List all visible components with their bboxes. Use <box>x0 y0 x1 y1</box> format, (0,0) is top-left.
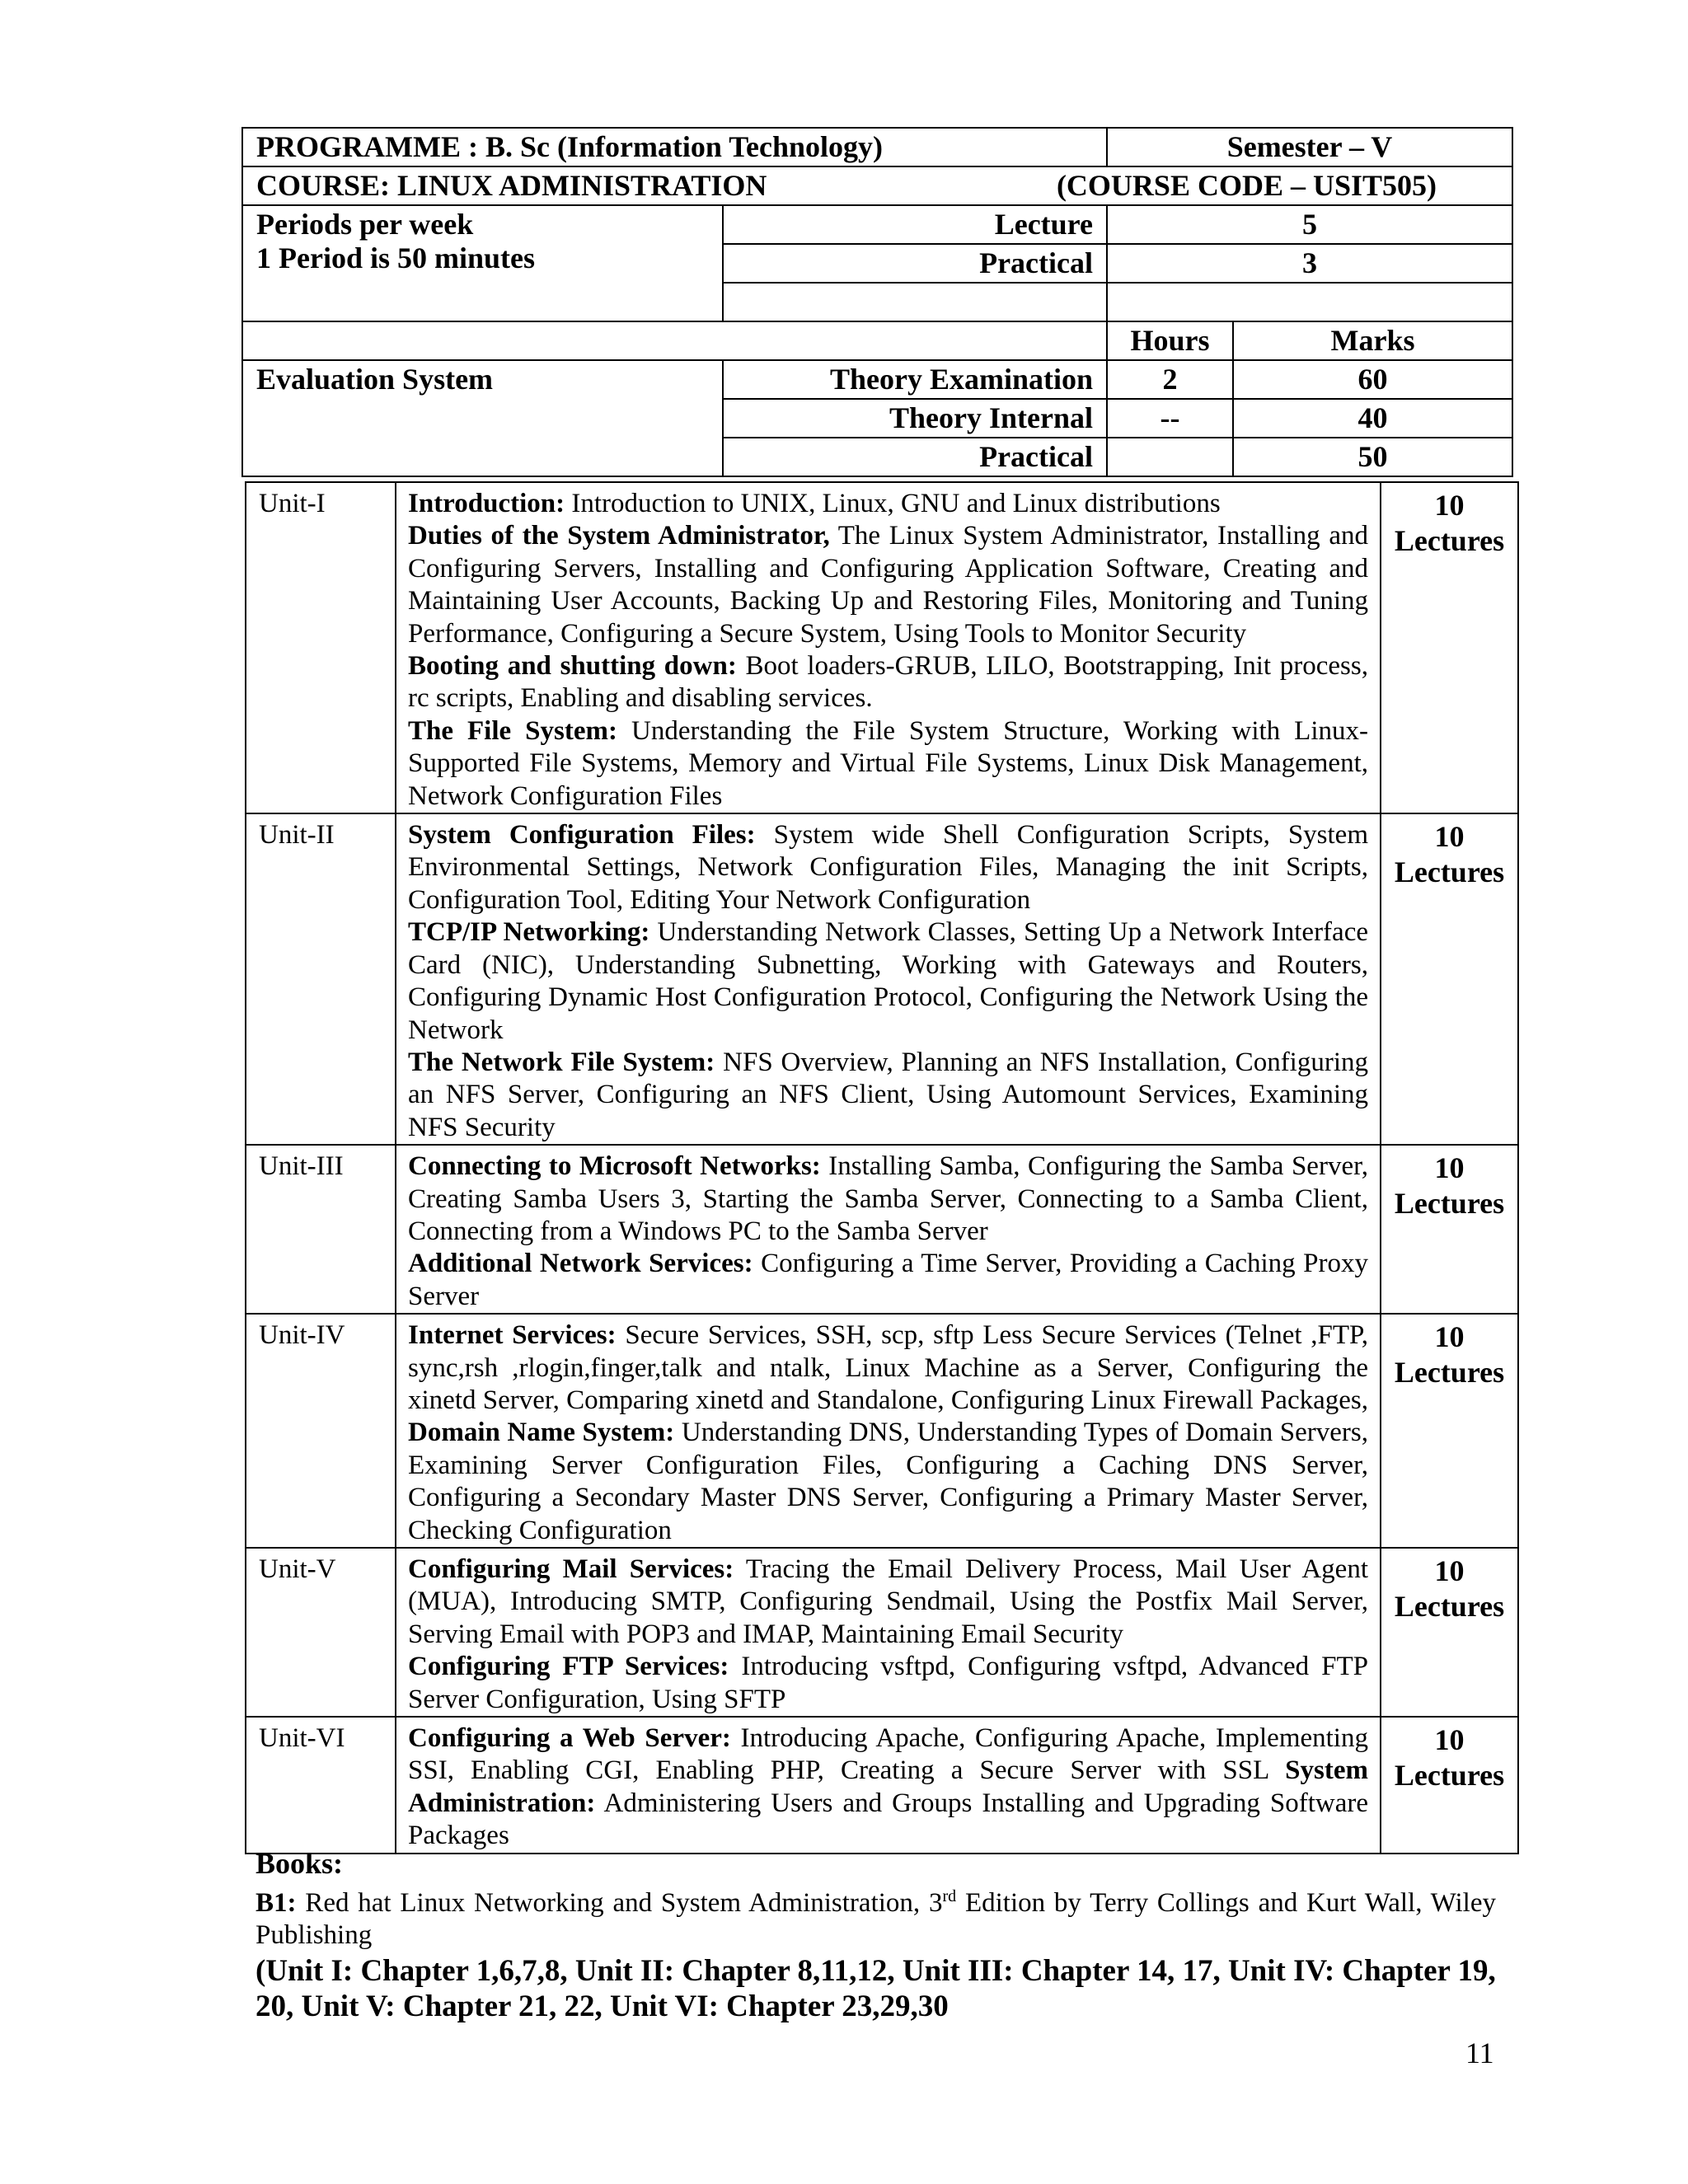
lecture-number: 10 <box>1434 1320 1465 1354</box>
eval-hours <box>1107 438 1233 476</box>
topic-heading: Configuring Mail Services: <box>408 1554 734 1584</box>
unit-content <box>396 1717 1381 1854</box>
topic-heading: Connecting to Microsoft Networks: <box>408 1151 821 1182</box>
unit-label: Unit-V <box>246 1548 396 1717</box>
unit-label: Unit-III <box>246 1145 396 1314</box>
topic-heading: Duties of the System Administrator, <box>408 521 830 551</box>
lecture-count <box>1381 1314 1518 1548</box>
topic-text: Introduction to UNIX, Linux, GNU and Linux distributions <box>565 489 1221 518</box>
topic-paragraph <box>408 1151 1368 1248</box>
unit-row <box>246 1717 1518 1854</box>
topic-heading: The Network File System: <box>408 1047 715 1077</box>
course-code: (COURSE CODE – USIT505) <box>1056 169 1437 202</box>
lecture-word: Lectures <box>1394 1590 1505 1623</box>
topic-paragraph <box>408 1047 1368 1144</box>
topic-text: Boot loaders-GRUB, LILO, Bootstrapping, Init process, rc scripts, Enabling and disabling services. <box>408 651 1368 714</box>
topic-text: Configuring a Time Server, Providing a Caching Proxy Server <box>408 1249 1368 1311</box>
lecture-word: Lectures <box>1394 855 1505 889</box>
topic-text: Tracing the Email Delivery Process, Mail User Agent (MUA), Introducing SMTP, Configuring Sendmail, Using the Postfix Mail Server, Serving Email with POP3 and IMAP, Maintaining Email Security <box>408 1554 1369 1649</box>
topic-heading: Domain Name System: <box>408 1418 675 1448</box>
course-header-table <box>241 127 1513 477</box>
topic-heading: System Configuration Files: <box>408 820 756 851</box>
topic-paragraph <box>408 1554 1368 1651</box>
units-table <box>245 481 1519 1854</box>
topic-paragraph <box>408 916 1368 1047</box>
topic-heading: Internet Services: <box>408 1320 617 1351</box>
lecture-label: Lecture <box>723 205 1107 244</box>
topic-text: Understanding Network Classes, Setting Up a Network Interface Card (NIC), Understanding Subnetting, Working with Gateways and Routers, Configuring Dynamic Host Configuration Protocol, Configuring the Network Using the Network <box>408 917 1368 1045</box>
evaluation-label: Evaluation System <box>242 360 723 476</box>
unit-content <box>396 1314 1381 1548</box>
practical-value: 3 <box>1107 244 1512 283</box>
eval-hours: 2 <box>1107 360 1233 399</box>
practical-label: Practical <box>723 244 1107 283</box>
eval-label: Practical <box>723 438 1107 476</box>
topic-text: NFS Overview, Planning an NFS Installation, Configuring an NFS Server, Configuring an NFS Client, Using Automount Services, Examining NFS Security <box>408 1047 1369 1142</box>
lecture-number: 10 <box>1434 1723 1465 1757</box>
topic-text: System wide Shell Configuration Scripts, System Environmental Settings, Network Configuration Files, Managing the init Scripts, Configuration Tool, Editing Your Network Configuration <box>408 820 1368 915</box>
lecture-count <box>1381 813 1518 1145</box>
eval-hours: -- <box>1107 399 1233 438</box>
semester-label: Semester – V <box>1107 128 1512 166</box>
chapter-mapping: (Unit I: Chapter 1,6,7,8, Unit II: Chapter 8,11,12, Unit III: Chapter 14, 17, Unit IV: Chapter 19, 20, Unit V: Chapter 21, 22, Unit VI: Chapter 23,29,30 <box>256 1954 1496 2023</box>
topic-paragraph <box>408 1319 1368 1547</box>
topic-paragraph <box>408 520 1368 650</box>
unit-label: Unit-IV <box>246 1314 396 1548</box>
programme-row <box>242 128 1512 166</box>
unit-content <box>396 482 1381 813</box>
topic-paragraph <box>408 488 1368 520</box>
unit-label: Unit-II <box>246 813 396 1145</box>
topic-text: Secure Services, SSH, scp, sftp Less Secure Services (Telnet ,FTP, sync,rsh ,rlogin,finger,talk and ntalk, Linux Machine as a Server, Configuring the xinetd Server, Comparing xinetd and Standalone, Configuring Linux Firewall Packages, <box>408 1320 1368 1415</box>
eval-marks: 50 <box>1233 438 1512 476</box>
topic-paragraph <box>408 650 1368 715</box>
unit-row <box>246 482 1518 813</box>
topic-text: The Linux System Administrator, Installing and Configuring Servers, Installing and Configuring Application Software, Creating and Maintaining User Accounts, Backing Up and Restoring Files, Monitoring and Tuning Performance, Configuring a Secure System, Using Tools to Monitor Security <box>408 521 1368 649</box>
lecture-value: 5 <box>1107 205 1512 244</box>
lecture-word: Lectures <box>1394 524 1505 557</box>
eval-label: Theory Examination <box>723 360 1107 399</box>
unit-content <box>396 1145 1381 1314</box>
lecture-number: 10 <box>1434 1554 1465 1587</box>
book-b1: B1: Red hat Linux Networking and System Administration, 3rd Edition by Terry Collings and Kurt Wall, Wiley Publishing <box>256 1887 1496 1950</box>
unit-row <box>246 1548 1518 1717</box>
unit-label: Unit-VI <box>246 1717 396 1854</box>
topic-text: Understanding the File System Structure, Working with Linux-Supported File Systems, Memory and Virtual File Systems, Linux Disk Management, Network Configuration Files <box>408 715 1369 811</box>
unit-content <box>396 1548 1381 1717</box>
unit-label: Unit-I <box>246 482 396 813</box>
lecture-number: 10 <box>1434 820 1465 854</box>
lecture-word: Lectures <box>1394 1759 1505 1793</box>
eval-label: Theory Internal <box>723 399 1107 438</box>
topic-paragraph <box>408 715 1368 813</box>
books-title: Books: <box>256 1847 344 1880</box>
eval-row <box>242 360 1512 399</box>
topic-paragraph <box>408 819 1368 916</box>
topic-text: Understanding DNS, Understanding Types of Domain Servers, Examining Server Configuration Files, Configuring a Caching DNS Server, Configuring a Secondary Master DNS Server, Configuring a Primary Master Server, Checking Configuration <box>408 1418 1369 1545</box>
topic-text: Introducing Apache, Configuring Apache, Implementing SSI, Enabling CGI, Enabling PHP, Creating a Secure Server with SSL <box>408 1723 1368 1786</box>
lecture-number: 10 <box>1434 489 1465 522</box>
topic-text: Administering Users and Groups Installing and Upgrading Software Packages <box>408 1788 1368 1851</box>
topic-paragraph <box>408 1722 1368 1853</box>
lecture-count <box>1381 1145 1518 1314</box>
periods-info: Periods per week 1 Period is 50 minutes <box>242 205 723 321</box>
topic-text: Introducing vsftpd, Configuring vsftpd, Advanced FTP Server Configuration, Using SFTP <box>408 1652 1369 1714</box>
books-section <box>256 1846 1496 2024</box>
lecture-count <box>1381 1717 1518 1854</box>
unit-row <box>246 1314 1518 1548</box>
topic-heading: Booting and shutting down: <box>408 651 737 682</box>
topic-heading: Additional Network Services: <box>408 1249 753 1279</box>
lecture-count <box>1381 1548 1518 1717</box>
unit-content <box>396 813 1381 1145</box>
eval-marks: 40 <box>1233 399 1512 438</box>
eval-marks: 60 <box>1233 360 1512 399</box>
topic-paragraph <box>408 1651 1368 1716</box>
book-b1-label: B1: <box>256 1888 297 1918</box>
course-row <box>242 166 1512 205</box>
hours-header: Hours <box>1107 321 1233 360</box>
lecture-number: 10 <box>1434 1151 1465 1185</box>
topic-heading: Configuring FTP Services: <box>408 1652 729 1682</box>
lecture-word: Lectures <box>1394 1356 1505 1390</box>
unit-row <box>246 813 1518 1145</box>
topic-heading: Introduction: <box>408 489 565 518</box>
unit-row <box>246 1145 1518 1314</box>
programme-title: PROGRAMME : B. Sc (Information Technology) <box>242 128 1107 166</box>
topic-heading: Configuring a Web Server: <box>408 1723 731 1754</box>
course-title: COURSE: LINUX ADMINISTRATION <box>256 169 767 202</box>
marks-header: Marks <box>1233 321 1512 360</box>
hours-marks-row <box>242 321 1512 360</box>
topic-heading: The File System: <box>408 715 617 746</box>
page-number: 11 <box>1465 2036 1494 2069</box>
topic-heading: TCP/IP Networking: <box>408 917 650 948</box>
topic-text: Installing Samba, Configuring the Samba Server, Creating Samba Users 3, Starting the Samba Server, Connecting to a Samba Client, Connecting from a Windows PC to the Samba Server <box>408 1151 1369 1246</box>
lecture-word: Lectures <box>1394 1187 1505 1221</box>
topic-paragraph <box>408 1248 1368 1313</box>
lecture-count <box>1381 482 1518 813</box>
topic-heading: System Administration: <box>408 1755 1368 1818</box>
lecture-row <box>242 205 1512 244</box>
